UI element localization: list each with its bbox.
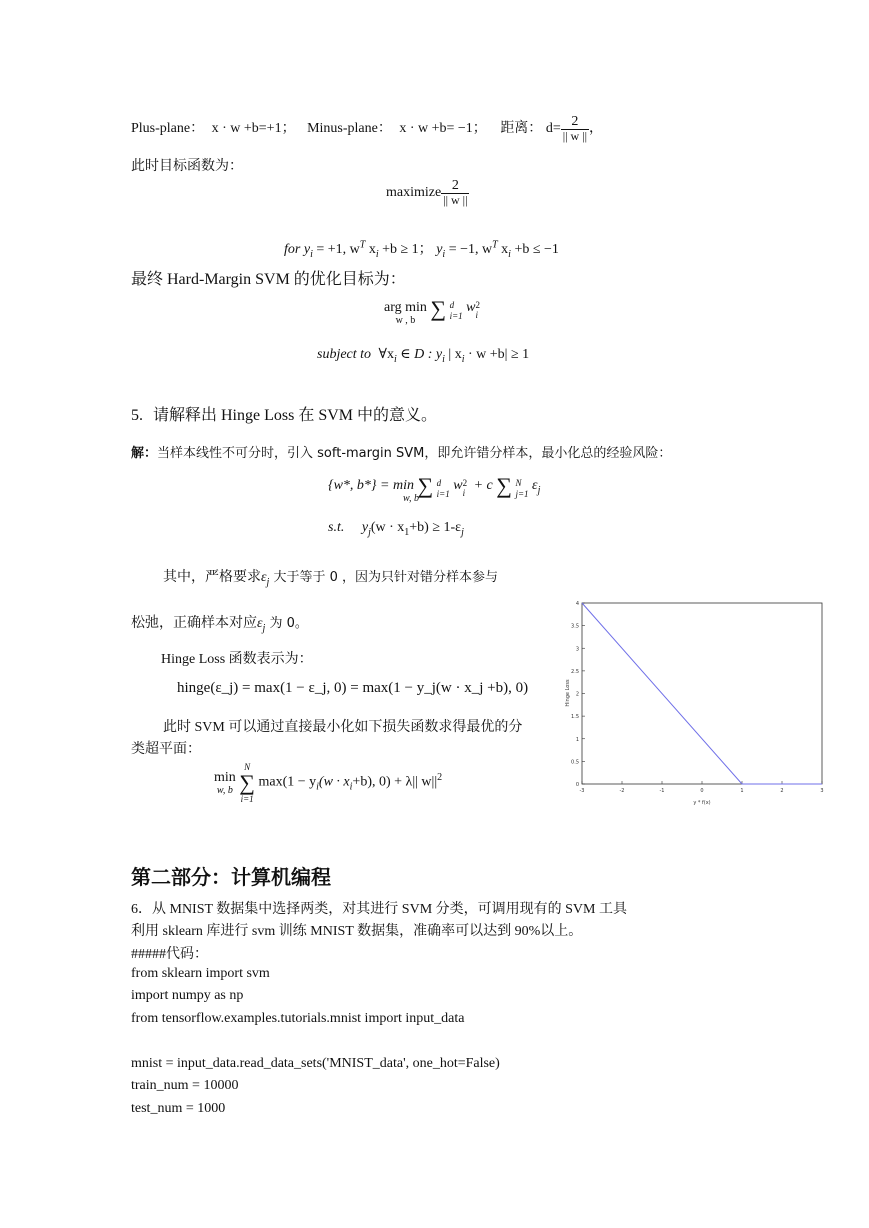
soft-margin-objective [328, 473, 541, 514]
argmin-term-sup: 2 [475, 300, 481, 310]
para1-sub-j: j [266, 576, 270, 588]
distance-lhs: d= [545, 121, 561, 137]
hard-margin-title: 最终 Hard-Margin SVM 的优化目标为： [131, 271, 406, 288]
constraint-b3: x [497, 242, 509, 257]
y-tick-label: 3 [575, 646, 579, 653]
soft-sum1-symbol: ∑ [417, 473, 434, 498]
minus-plane-eq: x · w +b= −1； [399, 121, 487, 137]
final-body2: (w · x [318, 774, 350, 790]
st-sub-1: 1 [404, 526, 410, 538]
y-tick-label: 1.5 [571, 714, 579, 721]
soft-term2-sub: j [537, 484, 541, 496]
final-sum-bottom: i=1 [240, 794, 254, 804]
final-body3: +b), 0) + λ|| w|| [352, 774, 438, 790]
argmin-term-sub: i [475, 310, 479, 320]
argmin-sum-symbol: ∑ [430, 296, 447, 321]
constraint-b4: +b ≤ −1 [510, 242, 559, 257]
maximize-numerator: 2 [441, 178, 469, 194]
y-tick-label: 3.5 [571, 623, 579, 630]
code-line: train_num = 10000 [131, 1078, 239, 1093]
para2-sub-j: j [262, 622, 266, 634]
para2-eps: ε [257, 616, 263, 631]
x-tick-label: 3 [820, 788, 824, 794]
y-tick-label: 1 [575, 736, 579, 743]
y-tick-label: 2.5 [571, 668, 579, 675]
question-5-text: 请解释出 Hinge Loss 在 SVM 中的意义。 [153, 407, 438, 424]
final-sum-symbol: ∑ [239, 770, 255, 795]
soft-min-sub: w, b [403, 493, 419, 504]
paragraph-svm-line2: 类超平面： [131, 742, 201, 757]
final-loss-equation [214, 762, 442, 802]
soft-term1-scripts [463, 478, 468, 498]
st-sub-j2: j [461, 526, 464, 538]
subject-body3: | x [444, 347, 462, 362]
subject-body1: ∀x [378, 347, 394, 362]
hinge-equation: hinge(ε_j) = max(1 − ε_j, 0) = max(1 − y_j(w · x_j +b), 0) [177, 680, 529, 696]
code-line: test_num = 1000 [131, 1100, 226, 1116]
hinge-intro: Hinge Loss 函数表示为： [161, 652, 313, 667]
answer-label: 解： [131, 446, 158, 461]
subject-body4: · w +b| ≥ 1 [464, 347, 530, 362]
subject-body2: ∈ D : y [400, 347, 443, 362]
plus-plane-label: Plus-plane： [131, 121, 205, 137]
final-min-op [214, 770, 236, 802]
soft-term1-sup: 2 [462, 478, 468, 488]
soft-sum1-limits [437, 478, 450, 500]
final-sum [239, 762, 255, 804]
constraint-sub-i3: i [442, 248, 446, 260]
plus-plane-eq: x · w +b=+1； [211, 121, 296, 137]
code-line: import numpy as np [131, 988, 244, 1003]
code-line [131, 1033, 500, 1056]
argmin-op [384, 300, 427, 332]
part2-title: 第二部分：计算机编程 [131, 865, 331, 889]
question-5 [131, 402, 437, 425]
x-axis-label: y * f(x) [693, 800, 711, 806]
distance-label: 距离： [500, 121, 543, 137]
soft-sum2-top: N [515, 478, 522, 488]
argmin-term-scripts [476, 300, 481, 320]
code-line: from tensorflow.examples.tutorials.mnist import input_data [131, 1010, 465, 1026]
y-tick-label: 0 [575, 782, 579, 788]
question-5-number: 5. [131, 407, 143, 424]
argmin-sum-bottom: i=1 [449, 311, 463, 321]
st-label: s.t. [328, 520, 345, 535]
question-6-line1: 6．从 MNIST 数据集中选择两类，对其进行 SVM 分类，可调用现有的 SVM 工具 [131, 902, 627, 917]
distance-denominator: || w || [562, 129, 587, 144]
constraint-sub-i2: i [375, 248, 379, 260]
final-sum-top: N [244, 762, 251, 772]
maximize-fraction [441, 178, 469, 208]
st-equation [328, 520, 464, 538]
final-body [258, 772, 442, 792]
soft-plus-c: + c [473, 478, 493, 493]
soft-term1: w [453, 478, 463, 493]
argmin-term: w [466, 300, 476, 315]
question-6-line2: 利用 sklearn 库进行 svm 训练 MNIST 数据集，准确率可以达到 90%以上。 [131, 924, 583, 939]
y-tick-label: 2 [575, 691, 579, 698]
constraint-sup-T1: T [359, 239, 366, 251]
hinge-loss-chart [560, 598, 830, 810]
final-sub-i1: i [316, 781, 319, 793]
subject-to-word: subject to [317, 347, 372, 362]
maximize-equation [386, 178, 469, 208]
x-tick-label: -2 [619, 788, 625, 794]
constraint-a2: = +1, w [312, 242, 360, 257]
st-y: y [361, 520, 369, 535]
subject-sub-i2: i [442, 353, 445, 365]
soft-sum1-bottom: i=1 [436, 489, 450, 499]
soft-sum2-limits [515, 478, 528, 500]
para1-eps: ε [261, 570, 267, 585]
distance-numerator: 2 [561, 114, 589, 130]
plot-frame [582, 603, 822, 784]
constraint-b2: = −1, w [445, 242, 493, 257]
y-tick-label: 0.5 [571, 759, 579, 766]
constraint-a3: x [365, 242, 376, 257]
final-min-word: min [214, 770, 236, 785]
code-line: from sklearn import svm [131, 965, 270, 981]
constraint-a4: +b ≥ 1； [378, 242, 433, 257]
soft-sum2-symbol: ∑ [496, 473, 512, 498]
planes-line [131, 114, 851, 144]
soft-min-op [328, 478, 419, 510]
argmin-sum-top: d [449, 300, 455, 310]
subject-sub-i3: i [461, 353, 465, 365]
constraint-sub-i1: i [310, 248, 313, 260]
final-body1: max(1 − y [258, 774, 317, 790]
para2-pre: 松弛，正确样本对应 [131, 616, 257, 631]
constraint-sub-i4: i [508, 248, 511, 260]
y-axis-label: Hinge Loss [565, 679, 571, 707]
code-line: #####代码： [131, 947, 208, 962]
paragraph-epsilon-2 [131, 612, 308, 634]
constraint-for: for [284, 242, 301, 257]
subject-to-equation [317, 346, 529, 365]
answer-line [131, 442, 671, 461]
soft-term1-sub: i [462, 488, 466, 498]
constraint-equation [284, 238, 559, 260]
soft-lhs: {w*, b*} = min [328, 478, 414, 493]
constraint-y1: y [303, 242, 311, 257]
x-tick-label: 1 [740, 788, 744, 794]
para2-post: 为 0。 [265, 616, 308, 631]
argmin-sum-limits [450, 300, 463, 322]
code-line: mnist = input_data.read_data_sets('MNIST_data', one_hot=False) [131, 1055, 500, 1071]
argmin-word: arg min [384, 300, 427, 315]
paragraph-epsilon-1 [163, 566, 498, 588]
x-tick-label: -1 [659, 788, 665, 794]
st-body2: (w · x [370, 520, 405, 535]
constraint-y2: y [436, 242, 443, 257]
final-min-sub: w, b [216, 785, 233, 796]
st-sub-j1: j [368, 526, 371, 538]
subject-sub-i1: i [394, 353, 397, 365]
distance-tail: ， [589, 121, 603, 137]
x-tick-label: 0 [700, 788, 704, 794]
minus-plane-label: Minus-plane： [307, 121, 392, 137]
y-tick-label: 4 [575, 601, 579, 607]
paragraph-svm-line1: 此时 SVM 可以通过直接最小化如下损失函数求得最优的分 [163, 720, 523, 735]
soft-sum1-top: d [436, 478, 442, 488]
objective-intro: 此时目标函数为： [131, 159, 243, 174]
constraint-sup-T2: T [492, 239, 498, 251]
final-sup: 2 [437, 772, 443, 783]
para1-mid: 大于等于 0 ，因为只针对错分样本参与 [269, 570, 498, 585]
argmin-equation [384, 296, 481, 332]
final-sub-i2: i [349, 781, 353, 793]
maximize-word: maximize [386, 185, 442, 201]
x-tick-label: -3 [579, 788, 585, 794]
code-block [131, 943, 500, 1123]
distance-fraction [561, 114, 589, 144]
x-tick-label: 2 [780, 788, 784, 794]
maximize-denominator: || w || [443, 193, 468, 208]
soft-term2: ε [532, 478, 538, 493]
st-body3: +b) ≥ 1-ε [409, 520, 462, 535]
answer-text: 当样本线性不可分时，引入 soft-margin SVM，即允许错分样本，最小化总的经验风险： [157, 446, 672, 461]
para1-pre: 其中，严格要求 [163, 570, 261, 585]
argmin-subscript: w , b [395, 315, 416, 326]
soft-sum2-bottom: j=1 [515, 489, 529, 499]
